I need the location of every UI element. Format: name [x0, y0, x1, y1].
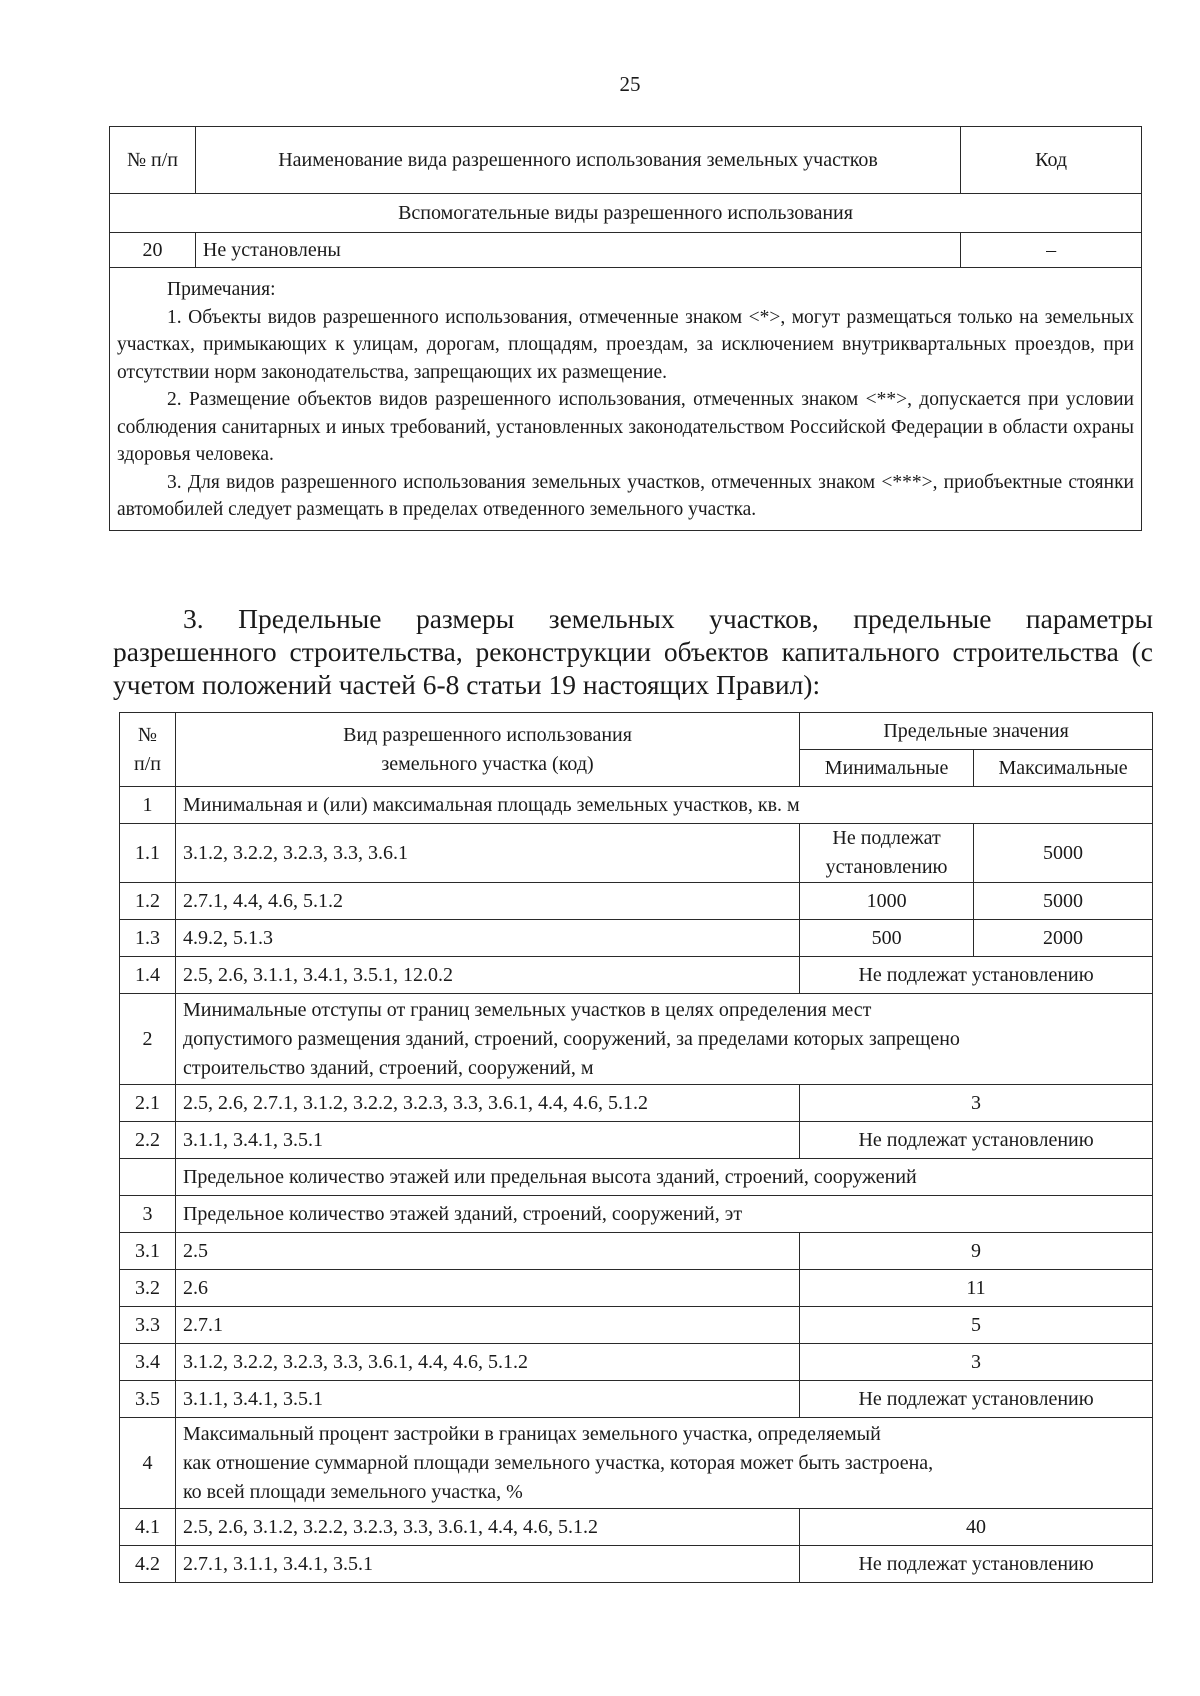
- header-num: № п/п: [110, 127, 196, 194]
- row-min: Не подлежат установлению: [800, 824, 974, 883]
- section-heading: 3. Предельные размеры земельных участков, предельные параметры разрешенного строительства, реконструкции объектов капитального строительства (с учетом положений частей 6-8 статьи 19 настоящих Правил):: [113, 603, 1153, 700]
- limits-table: [119, 712, 1153, 1583]
- table-row: [120, 1344, 1153, 1381]
- table-row: [120, 994, 1153, 1085]
- row-value: Не подлежат установлению: [800, 1546, 1153, 1583]
- row-heading: Минимальная и (или) максимальная площадь земельных участков, кв. м: [175, 787, 1152, 824]
- table-row: [120, 957, 1153, 994]
- table-row: [120, 824, 1153, 883]
- table-header-row: [110, 127, 1142, 194]
- row-num: 1.4: [120, 957, 176, 994]
- notes-cell: [110, 268, 1142, 531]
- row-codes: 3.1.2, 3.2.2, 3.2.3, 3.3, 3.6.1: [175, 824, 799, 883]
- row-value: 5: [800, 1307, 1153, 1344]
- header-num: № п/п: [120, 713, 176, 787]
- note-2: 2. Размещение объектов видов разрешенного использования, отмеченных знаком <**>, допускается при условии соблюдения санитарных и иных требований, установленных законодательством Российской Федерации в области охраны здоровья человека.: [117, 389, 1134, 465]
- row-value: 9: [800, 1233, 1153, 1270]
- row-num: [120, 1159, 176, 1196]
- row-value: Не подлежат установлению: [800, 1122, 1153, 1159]
- table-row: [120, 1418, 1153, 1509]
- row-num: 2.1: [120, 1085, 176, 1122]
- row-code: –: [961, 233, 1142, 268]
- notes-row: [110, 268, 1142, 531]
- row-num: 1.1: [120, 824, 176, 883]
- row-value: 11: [800, 1270, 1153, 1307]
- row-num: 2: [120, 994, 176, 1085]
- row-num: 3.3: [120, 1307, 176, 1344]
- table-row: [120, 1509, 1153, 1546]
- row-num: 3: [120, 1196, 176, 1233]
- table-row: [120, 1270, 1153, 1307]
- row-heading: Предельное количество этажей или предельная высота зданий, строений, сооружений: [175, 1159, 1152, 1196]
- row-codes: 2.7.1: [175, 1307, 799, 1344]
- header-min: Минимальные: [800, 750, 974, 787]
- header-name: Наименование вида разрешенного использования земельных участков: [195, 127, 960, 194]
- row-num: 3.5: [120, 1381, 176, 1418]
- table-row: [120, 1546, 1153, 1583]
- row-max: 5000: [974, 883, 1153, 920]
- notes-title: Примечания:: [167, 279, 276, 300]
- row-num: 20: [110, 233, 196, 268]
- note-3: 3. Для видов разрешенного использования земельных участков, отмеченных знаком <***>, приобъектные стоянки автомобилей следует размещать в пределах отведенного земельного участка.: [117, 471, 1134, 520]
- row-num: 3.1: [120, 1233, 176, 1270]
- table-row: [120, 920, 1153, 957]
- permitted-use-table: [109, 126, 1142, 531]
- page-number: 25: [619, 72, 641, 96]
- row-min: 500: [800, 920, 974, 957]
- row-value: Не подлежат установлению: [800, 957, 1153, 994]
- section-title: Вспомогательные виды разрешенного использования: [110, 194, 1142, 233]
- row-codes: 3.1.1, 3.4.1, 3.5.1: [175, 1381, 799, 1418]
- row-codes: 2.5, 2.6, 3.1.1, 3.4.1, 3.5.1, 12.0.2: [175, 957, 799, 994]
- row-max: 5000: [974, 824, 1153, 883]
- row-value: 3: [800, 1085, 1153, 1122]
- table-row: [120, 1381, 1153, 1418]
- row-codes: 2.5, 2.6, 3.1.2, 3.2.2, 3.2.3, 3.3, 3.6.1, 4.4, 4.6, 5.1.2: [175, 1509, 799, 1546]
- table-row: [120, 1233, 1153, 1270]
- row-num: 3.2: [120, 1270, 176, 1307]
- row-num: 1: [120, 787, 176, 824]
- table-row: [120, 1196, 1153, 1233]
- table-row: [120, 787, 1153, 824]
- row-value: 3: [800, 1344, 1153, 1381]
- table-row: [120, 883, 1153, 920]
- row-num: 1.2: [120, 883, 176, 920]
- row-num: 4: [120, 1418, 176, 1509]
- row-value: Не подлежат установлению: [800, 1381, 1153, 1418]
- header-code: Код: [961, 127, 1142, 194]
- row-num: 2.2: [120, 1122, 176, 1159]
- note-1: 1. Объекты видов разрешенного использования, отмеченные знаком <*>, могут размещаться только на земельных участках, примыкающих к улицам, дорогам, площадям, проездам, за исключением внутриквартальных проездов, при отсутствии норм законодательства, запрещающих их размещение.: [117, 306, 1134, 383]
- row-codes: 2.6: [175, 1270, 799, 1307]
- row-name: Не установлены: [195, 233, 960, 268]
- table-row: [120, 1122, 1153, 1159]
- row-num: 1.3: [120, 920, 176, 957]
- header-limits: Предельные значения: [800, 713, 1153, 750]
- row-num: 4.1: [120, 1509, 176, 1546]
- table-row: [120, 1159, 1153, 1196]
- row-min: 1000: [800, 883, 974, 920]
- row-codes: 2.7.1, 4.4, 4.6, 5.1.2: [175, 883, 799, 920]
- row-heading: Минимальные отступы от границ земельных участков в целях определения мест допустимого размещения зданий, строений, сооружений, за пределами которых запрещено строительство зданий, строений, сооружений, м: [175, 994, 1152, 1085]
- row-heading: Максимальный процент застройки в границах земельного участка, определяемый как отношение суммарной площади земельного участка, которая может быть застроена, ко всей площади земельного участка, %: [175, 1418, 1152, 1509]
- row-codes: 4.9.2, 5.1.3: [175, 920, 799, 957]
- row-codes: 2.5, 2.6, 2.7.1, 3.1.2, 3.2.2, 3.2.3, 3.3, 3.6.1, 4.4, 4.6, 5.1.2: [175, 1085, 799, 1122]
- header-type: Вид разрешенного использования земельного участка (код): [175, 713, 799, 787]
- row-codes: 3.1.1, 3.4.1, 3.5.1: [175, 1122, 799, 1159]
- row-codes: 2.7.1, 3.1.1, 3.4.1, 3.5.1: [175, 1546, 799, 1583]
- row-max: 2000: [974, 920, 1153, 957]
- header-max: Максимальные: [974, 750, 1153, 787]
- row-num: 4.2: [120, 1546, 176, 1583]
- table-header-row: [120, 713, 1153, 750]
- row-codes: 2.5: [175, 1233, 799, 1270]
- table-row: [110, 233, 1142, 268]
- table-row: [120, 1307, 1153, 1344]
- row-num: 3.4: [120, 1344, 176, 1381]
- row-codes: 3.1.2, 3.2.2, 3.2.3, 3.3, 3.6.1, 4.4, 4.6, 5.1.2: [175, 1344, 799, 1381]
- section-row: [110, 194, 1142, 233]
- row-heading: Предельное количество этажей зданий, строений, сооружений, эт: [175, 1196, 1152, 1233]
- table-row: [120, 1085, 1153, 1122]
- row-value: 40: [800, 1509, 1153, 1546]
